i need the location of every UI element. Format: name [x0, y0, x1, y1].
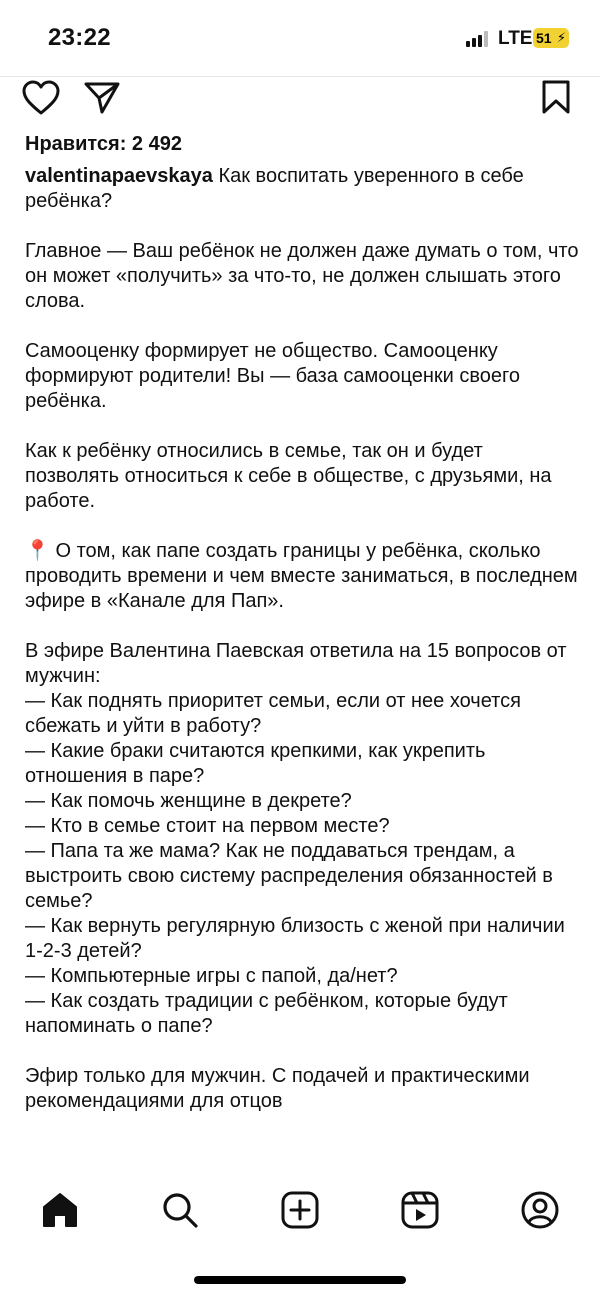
post-action-bar: [0, 78, 600, 128]
search-icon[interactable]: [160, 1190, 200, 1230]
caption-text: Как воспитать уверенного в себе ребёнка? Главное — Ваш ребёнок не должен даже думать о том, что он может «получить» за что-то, не должен слышать этого слова. Самооценку формирует не общество. Самооценку формируют родители! Вы — база самооценки своего ребёнка. Как к ребёнку относились в семье, так он и будет позволять относиться к себе в обществе, с друзьями, на работе. 📍 О том, как папе создать границы у ребёнка, сколько проводить времени и чем вместе заниматься, в последнем эфире в «Канале для Пап». В эфире Валентина Паевская ответила на 15 вопросов от мужчин: — Как поднять приоритет семьи, если от нее хочется сбежать и уйти в работу? — Какие браки считаются крепкими, как укрепить отношения в паре? — Как помочь женщине в декрете? — Кто в семье стоит на первом месте? — Папа та же мама? Как не поддаваться трендам, а выстроить свою систему распределения обязанностей в семье? — Как вернуть регулярную близость с женой при наличии 1-2-3 детей? — Компьютерные игры с папой, да/нет? — Как создать традиции с ребёнком, которые будут напоминать о папе? Эфир только для мужчин. С подачей и практическими рекомендациями для отцов: [25, 165, 579, 1112]
post-caption: [25, 164, 580, 1169]
battery-indicator: [533, 28, 569, 48]
post-username[interactable]: valentinapaevskaya: [25, 165, 213, 187]
charging-icon: ⚡: [556, 30, 566, 45]
network-label: LTE: [498, 28, 533, 49]
bottom-navigation: [0, 1170, 600, 1250]
top-divider: [0, 76, 600, 77]
home-indicator[interactable]: [194, 1276, 406, 1284]
likes-count[interactable]: Нравится: 2 492: [25, 133, 182, 155]
heart-icon[interactable]: [22, 80, 60, 116]
status-bar: [0, 0, 600, 78]
status-time: 23:22: [48, 24, 111, 51]
battery-level: 51: [536, 30, 552, 46]
reels-icon[interactable]: [400, 1190, 440, 1230]
create-icon[interactable]: [280, 1190, 320, 1230]
home-icon[interactable]: [40, 1190, 80, 1230]
bookmark-icon[interactable]: [542, 80, 570, 114]
signal-icon: [466, 31, 490, 47]
paper-plane-icon[interactable]: [84, 81, 120, 115]
profile-icon[interactable]: [520, 1190, 560, 1230]
